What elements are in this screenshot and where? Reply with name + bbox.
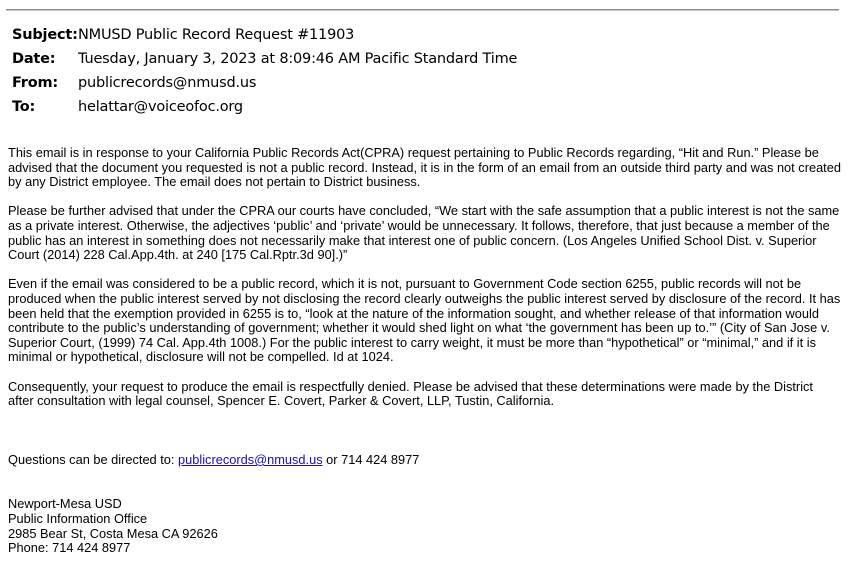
top-divider — [6, 9, 839, 10]
subject-value: NMUSD Public Record Request #11903 — [78, 27, 355, 43]
subject-label: Subject: — [12, 27, 78, 43]
date-value: Tuesday, January 3, 2023 at 8:09:46 AM Pacific Standard Time — [78, 51, 518, 67]
contact-suffix: or 714 424 8977 — [322, 452, 420, 467]
signature-block — [8, 497, 218, 556]
signature-office: Public Information Office — [8, 510, 148, 526]
subject-row — [12, 26, 517, 50]
signature-address: 2985 Bear St, Costa Mesa CA 92626 — [8, 525, 218, 541]
to-row — [12, 98, 517, 122]
contact-email-link[interactable]: publicrecords@nmusd.us — [178, 452, 323, 467]
signature-phone: Phone: 714 424 8977 — [8, 540, 131, 556]
body-paragraph-3: Even if the email was considered to be a public record, which it is not, pursuant to Government Code section 6255, public records will not be produced when the public interest served by not disclosing the record clearly outweighs the public interest served by disclosure of the record. It has been held that the exemption provided in 6255 is to, “look at the nature of the information sought, and whether release of that information would contribute to the public’s understanding of government; whether it would shed light on what ‘the government has been up to.’” (City of San Jose v. Superior Court, (1999) 74 Cal. App.4th 1008.) For the public interest to carry weight, it must be more than “hypothetical” or “minimal,” and if it is minimal or hypothetical, disclosure will not be compelled. Id at 1024. — [8, 276, 841, 365]
from-label: From: — [12, 75, 58, 91]
contact-line — [8, 453, 419, 468]
body-paragraph-2: Please be further advised that under the CPRA our courts have concluded, “We start with the safe assumption that a public interest is not the same as a private interest. Otherwise, the adjectives ‘public’ and ‘private’ would be unnecessary. It follows, therefore, that just because a member of the public has an interest in something does not necessarily make that interest one of public concern. (Los Angeles Unified School Dist. v. Superior Court (2014) 228 Cal.App.4th. at 240 [175 Cal.Rptr.3d 90].)” — [8, 203, 840, 263]
email-header — [12, 26, 517, 122]
body-paragraph-4: Consequently, your request to produce the email is respectfully denied. Please be advised that these determinations were made by the District after consultation with legal counsel, Spencer E. Covert, Parker & Covert, LLP, Tustin, California. — [8, 378, 813, 409]
from-value: publicrecords@nmusd.us — [78, 75, 257, 91]
from-row — [12, 74, 517, 98]
body-paragraph-1: This email is in response to your California Public Records Act(CPRA) request pertaining to Public Records regarding, “Hit and Run.” Please be advised that the document you requested is not a public record. Instead, it is in the form of an email from an outside third party and was not created by any District employee. The email does not pertain to District business. — [8, 145, 841, 190]
contact-prefix: Questions can be directed to: — [8, 452, 179, 467]
to-label: To: — [12, 99, 36, 115]
date-label: Date: — [12, 51, 56, 67]
date-row — [12, 50, 517, 74]
email-body — [8, 146, 842, 423]
signature-org: Newport-Mesa USD — [8, 496, 122, 511]
to-value: helattar@voiceofoc.org — [78, 99, 243, 115]
